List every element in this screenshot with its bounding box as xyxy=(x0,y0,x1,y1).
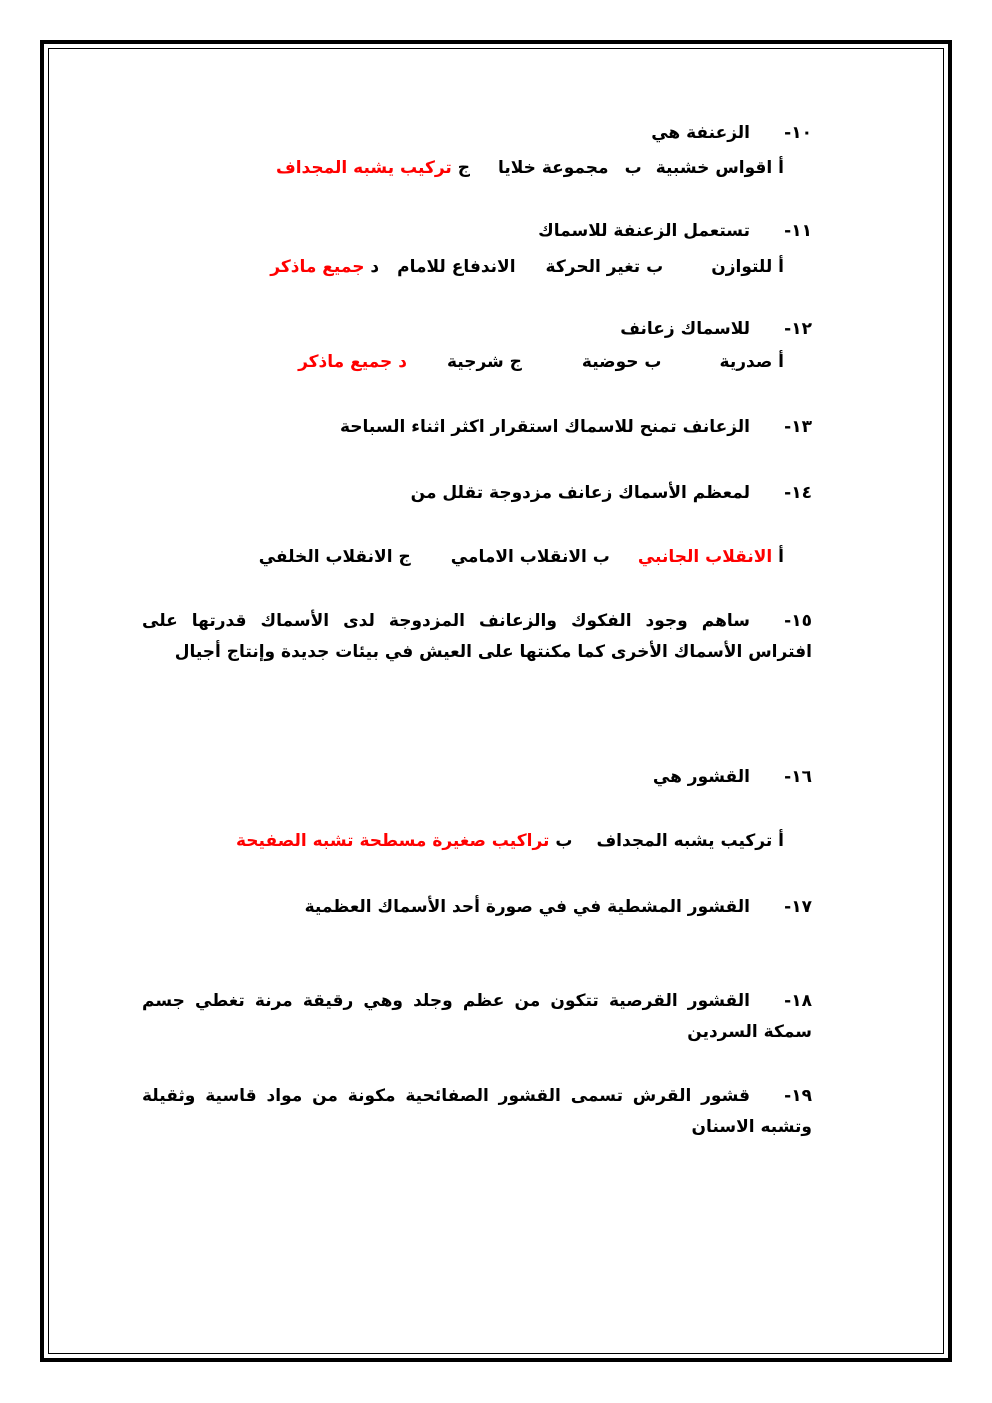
question-number: ١٦- xyxy=(784,767,812,787)
question-16 xyxy=(653,766,812,788)
question-number: ١٠- xyxy=(784,123,812,143)
question-number: ١٢- xyxy=(784,319,812,339)
question-17 xyxy=(305,896,812,918)
question-number: ١٧- xyxy=(784,897,812,917)
question-text: قشور القرش تسمى القشور الصفائحية مكونة من مواد قاسية وثقيلة وتشبه الاسنان xyxy=(142,1086,812,1137)
question-text: الزعنفة هي xyxy=(651,123,750,143)
option-c-correct-answer: تركيب يشبه المجداف xyxy=(275,158,452,178)
option-c: ج شرجية xyxy=(446,352,522,372)
option-d-correct-answer: د جميع ماذكر xyxy=(298,352,407,372)
option-b-text: مجموعة خلايا xyxy=(497,158,609,178)
option-b-letter: ب xyxy=(555,831,573,851)
option-b-correct-answer: تراكيب صغيرة مسطحة تشبه الصفيحة xyxy=(235,831,550,851)
question-text: للاسماك زعانف xyxy=(620,319,750,339)
question-14-options xyxy=(259,546,784,568)
option-a: أ تركيب يشبه المجداف xyxy=(596,831,784,851)
option-a: أ للتوازن xyxy=(711,257,784,277)
question-number: ١٤- xyxy=(784,483,812,503)
question-number: ١٣- xyxy=(784,417,812,437)
option-a: أ صدرية xyxy=(719,352,784,372)
option-c-letter: ج xyxy=(457,158,470,178)
option-b: ب حوضية xyxy=(581,352,662,372)
question-11 xyxy=(538,220,812,242)
question-number: ١٩- xyxy=(784,1086,812,1106)
question-number: ١٨- xyxy=(784,991,812,1011)
question-text: لمعظم الأسماك زعانف مزدوجة تقلل من xyxy=(410,483,750,503)
option-b: ب الانقلاب الامامي xyxy=(450,547,610,567)
question-11-options xyxy=(270,256,784,278)
option-d-letter: د xyxy=(370,257,380,277)
question-10-options xyxy=(276,157,784,179)
question-text: تستعمل الزعنفة للاسماك xyxy=(538,221,750,241)
question-text: الزعانف تمنح للاسماك استقرار اكثر اثناء السباحة xyxy=(339,417,750,437)
option-b: ب تغير الحركة xyxy=(545,257,664,277)
question-19 xyxy=(142,1081,812,1143)
option-d-correct-answer: جميع ماذكر xyxy=(270,257,365,277)
question-text: القشور القرصية تتكون من عظم وجلد وهي رقيقة مرنة تغطي جسم سمكة السردين xyxy=(142,991,812,1042)
option-a: أ اقواس خشبية xyxy=(655,158,784,178)
option-a-correct-answer: الانقلاب الجانبي xyxy=(637,547,773,567)
question-text: القشور المشطية في في صورة أحد الأسماك العظمية xyxy=(304,897,750,917)
question-number: ١١- xyxy=(784,221,812,241)
question-10 xyxy=(651,122,812,144)
question-number: ١٥- xyxy=(784,611,812,631)
question-text: ساهم وجود الفكوك والزعانف المزدوجة لدى الأسماك قدرتها على افتراس الأسماك الأخرى كما مكنتها على العيش في بيئات جديدة وإنتاج أجيال xyxy=(142,611,812,662)
question-16-options xyxy=(236,830,784,852)
option-c: الاندفاع للامام xyxy=(397,257,516,277)
question-12-options xyxy=(298,351,784,373)
question-13 xyxy=(340,416,812,438)
question-15 xyxy=(142,606,812,668)
question-12 xyxy=(620,318,812,340)
option-b-letter: ب xyxy=(624,158,642,178)
question-18 xyxy=(142,986,812,1048)
question-14 xyxy=(411,482,812,504)
option-a-letter: أ xyxy=(778,547,784,567)
page-border-inner xyxy=(48,48,944,1354)
option-c: ج الانقلاب الخلفي xyxy=(258,547,411,567)
question-text: القشور هي xyxy=(652,767,750,787)
